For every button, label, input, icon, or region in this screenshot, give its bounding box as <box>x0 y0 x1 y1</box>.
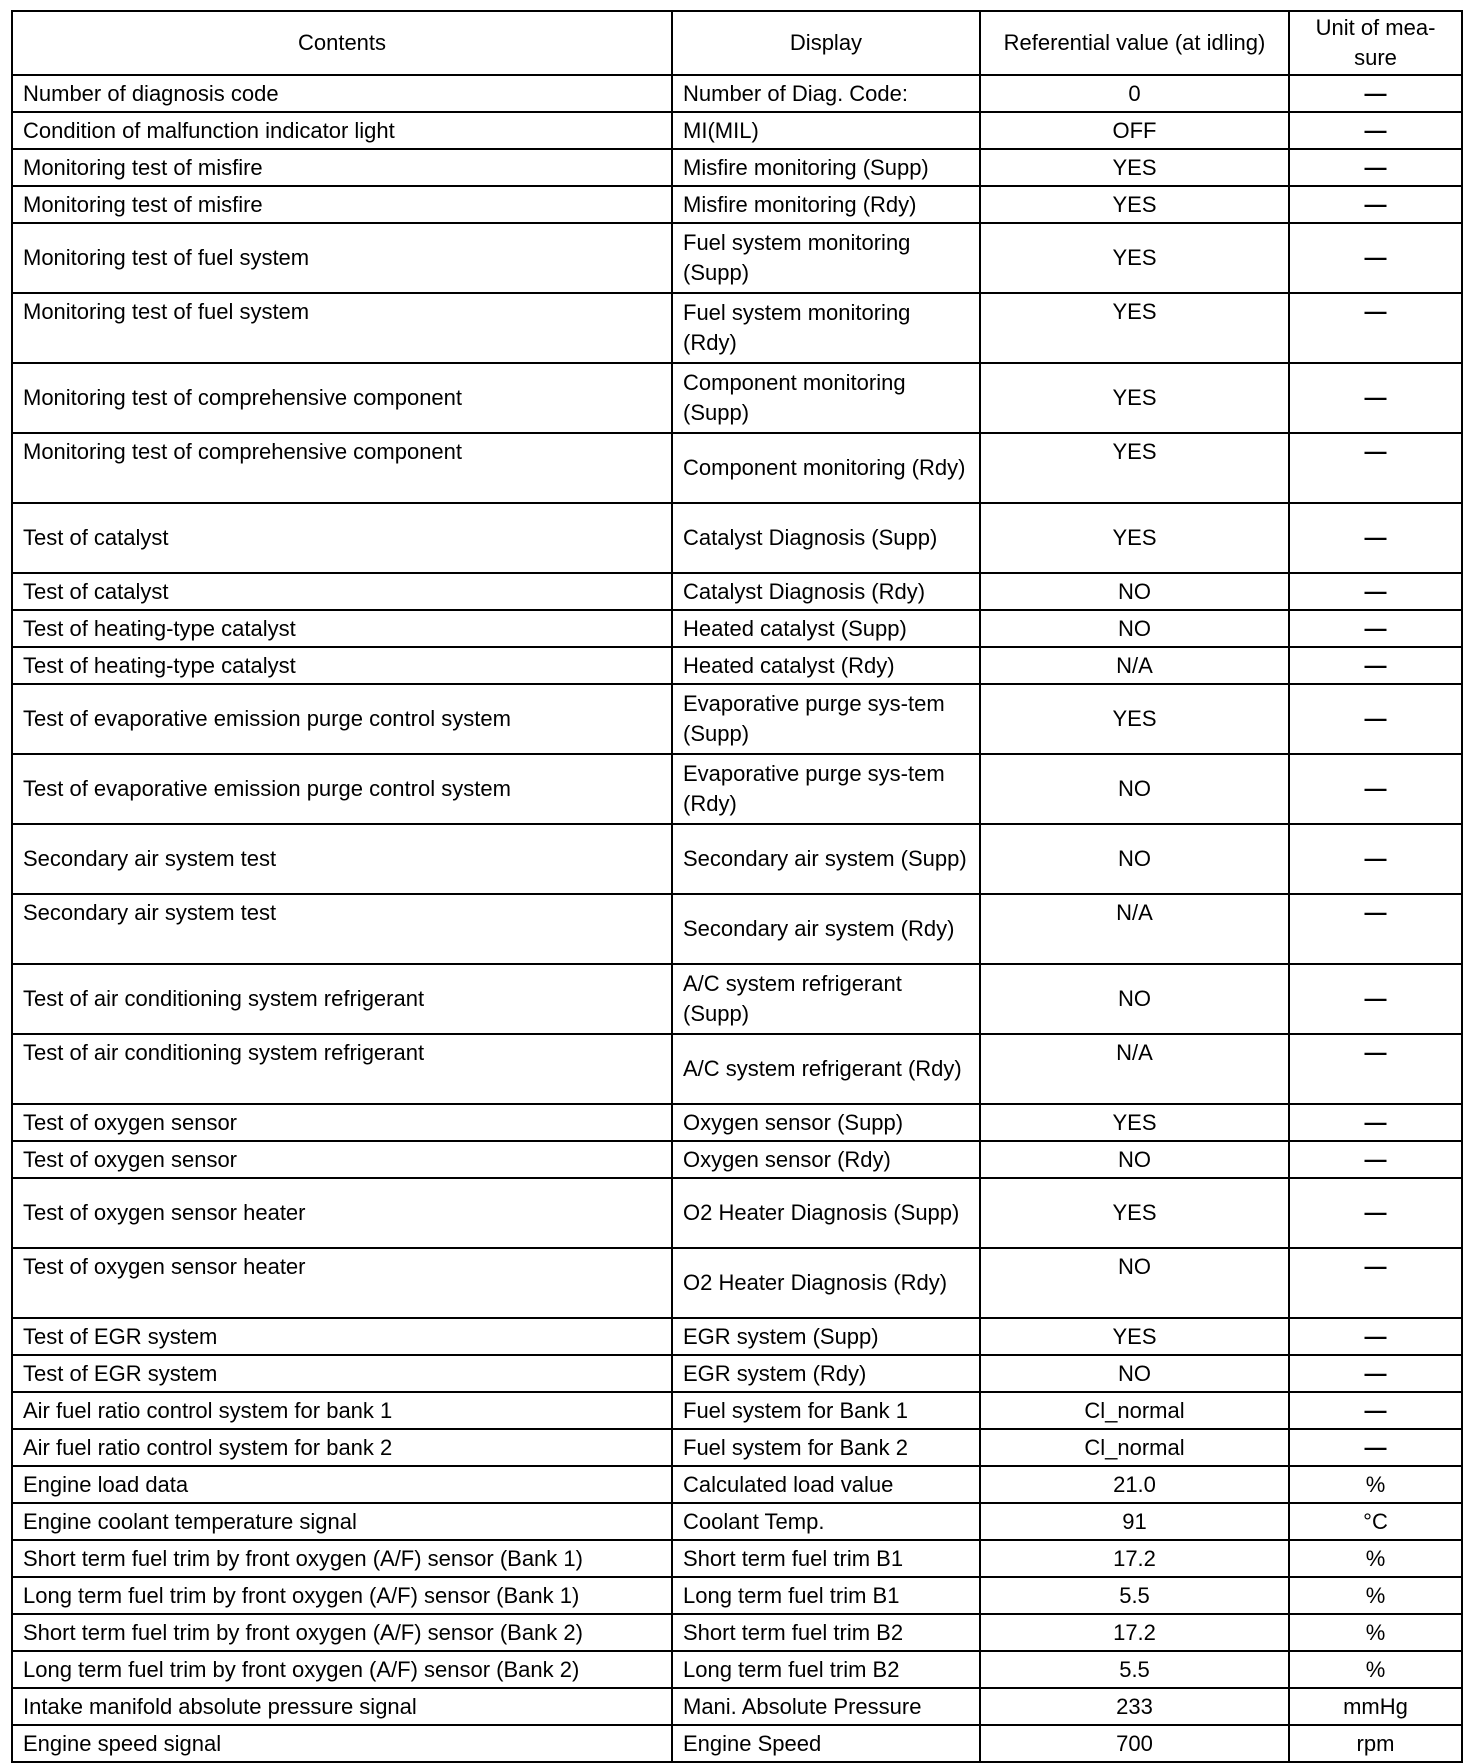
table-row <box>12 573 1462 610</box>
table-row <box>12 824 1462 894</box>
contents-cell: Secondary air system test <box>12 824 672 894</box>
contents-cell: Long term fuel trim by front oxygen (A/F) sensor (Bank 1) <box>12 1577 672 1614</box>
contents-cell: Test of heating-type catalyst <box>12 610 672 647</box>
display-cell: Fuel system for Bank 2 <box>672 1429 980 1466</box>
display-cell: Catalyst Diagnosis (Supp) <box>672 503 980 573</box>
display-cell: O2 Heater Diagnosis (Rdy) <box>672 1248 980 1318</box>
table-row <box>12 754 1462 824</box>
referential-value-cell: YES <box>980 684 1289 754</box>
unit-cell: — <box>1289 894 1462 964</box>
table-row <box>12 1688 1462 1725</box>
display-cell: A/C system refrigerant (Supp) <box>672 964 980 1034</box>
referential-value-cell: 0 <box>980 75 1289 112</box>
referential-value-cell: NO <box>980 824 1289 894</box>
referential-value-cell: YES <box>980 1178 1289 1248</box>
unit-cell: — <box>1289 433 1462 503</box>
table-row <box>12 1651 1462 1688</box>
unit-cell: — <box>1289 75 1462 112</box>
display-cell: Heated catalyst (Rdy) <box>672 647 980 684</box>
table-row <box>12 149 1462 186</box>
display-cell: Evaporative purge sys-tem (Rdy) <box>672 754 980 824</box>
contents-cell: Condition of malfunction indicator light <box>12 112 672 149</box>
display-cell: Heated catalyst (Supp) <box>672 610 980 647</box>
contents-cell: Short term fuel trim by front oxygen (A/F) sensor (Bank 2) <box>12 1614 672 1651</box>
unit-cell: — <box>1289 1429 1462 1466</box>
unit-cell: — <box>1289 824 1462 894</box>
contents-cell: Monitoring test of comprehensive component <box>12 433 672 503</box>
display-cell: Component monitoring (Supp) <box>672 363 980 433</box>
header-referential-value: Referential value (at idling) <box>980 11 1289 75</box>
table-row <box>12 610 1462 647</box>
contents-cell: Secondary air system test <box>12 894 672 964</box>
display-cell: Oxygen sensor (Rdy) <box>672 1141 980 1178</box>
contents-cell: Monitoring test of fuel system <box>12 223 672 293</box>
referential-value-cell: YES <box>980 503 1289 573</box>
referential-value-cell: NO <box>980 1355 1289 1392</box>
display-cell: Misfire monitoring (Supp) <box>672 149 980 186</box>
display-cell: Long term fuel trim B1 <box>672 1577 980 1614</box>
contents-cell: Long term fuel trim by front oxygen (A/F) sensor (Bank 2) <box>12 1651 672 1688</box>
contents-cell: Test of EGR system <box>12 1318 672 1355</box>
table-row <box>12 684 1462 754</box>
contents-cell: Test of catalyst <box>12 573 672 610</box>
display-cell: Secondary air system (Supp) <box>672 824 980 894</box>
referential-value-cell: Cl_normal <box>980 1429 1289 1466</box>
table-row <box>12 964 1462 1034</box>
unit-cell: — <box>1289 647 1462 684</box>
unit-cell: — <box>1289 149 1462 186</box>
display-cell: EGR system (Rdy) <box>672 1355 980 1392</box>
table-row <box>12 223 1462 293</box>
referential-value-cell: YES <box>980 363 1289 433</box>
unit-cell: — <box>1289 754 1462 824</box>
unit-cell: mmHg <box>1289 1688 1462 1725</box>
referential-value-cell: 21.0 <box>980 1466 1289 1503</box>
unit-cell: rpm <box>1289 1725 1462 1762</box>
referential-value-cell: 700 <box>980 1725 1289 1762</box>
table-row <box>12 1577 1462 1614</box>
unit-cell: % <box>1289 1614 1462 1651</box>
referential-value-cell: NO <box>980 1141 1289 1178</box>
table-row <box>12 363 1462 433</box>
display-cell: Short term fuel trim B1 <box>672 1540 980 1577</box>
referential-value-cell: 91 <box>980 1503 1289 1540</box>
table-body <box>12 75 1462 1762</box>
table-row <box>12 1725 1462 1762</box>
contents-cell: Test of EGR system <box>12 1355 672 1392</box>
unit-cell: — <box>1289 1318 1462 1355</box>
display-cell: Short term fuel trim B2 <box>672 1614 980 1651</box>
table-row <box>12 293 1462 363</box>
unit-cell: — <box>1289 1104 1462 1141</box>
referential-value-cell: 5.5 <box>980 1651 1289 1688</box>
referential-value-cell: NO <box>980 1248 1289 1318</box>
unit-cell: — <box>1289 1141 1462 1178</box>
display-cell: Fuel system monitoring (Supp) <box>672 223 980 293</box>
unit-cell: % <box>1289 1577 1462 1614</box>
contents-cell: Test of oxygen sensor heater <box>12 1248 672 1318</box>
referential-value-cell: N/A <box>980 894 1289 964</box>
unit-cell: — <box>1289 1248 1462 1318</box>
contents-cell: Intake manifold absolute pressure signal <box>12 1688 672 1725</box>
display-cell: Fuel system monitoring (Rdy) <box>672 293 980 363</box>
display-cell: Evaporative purge sys-tem (Supp) <box>672 684 980 754</box>
contents-cell: Air fuel ratio control system for bank 1 <box>12 1392 672 1429</box>
header-unit: Unit of mea-sure <box>1289 11 1462 75</box>
contents-cell: Test of oxygen sensor <box>12 1104 672 1141</box>
table-row <box>12 1355 1462 1392</box>
unit-cell: % <box>1289 1651 1462 1688</box>
contents-cell: Short term fuel trim by front oxygen (A/F) sensor (Bank 1) <box>12 1540 672 1577</box>
contents-cell: Monitoring test of misfire <box>12 149 672 186</box>
unit-cell: — <box>1289 1392 1462 1429</box>
display-cell: Number of Diag. Code: <box>672 75 980 112</box>
display-cell: O2 Heater Diagnosis (Supp) <box>672 1178 980 1248</box>
table-row <box>12 1318 1462 1355</box>
referential-value-cell: YES <box>980 1104 1289 1141</box>
contents-cell: Number of diagnosis code <box>12 75 672 112</box>
contents-cell: Engine load data <box>12 1466 672 1503</box>
unit-cell: — <box>1289 610 1462 647</box>
unit-cell: — <box>1289 1034 1462 1104</box>
unit-cell: — <box>1289 186 1462 223</box>
contents-cell: Test of oxygen sensor <box>12 1141 672 1178</box>
contents-cell: Test of heating-type catalyst <box>12 647 672 684</box>
display-cell: Engine Speed <box>672 1725 980 1762</box>
contents-cell: Test of evaporative emission purge control system <box>12 754 672 824</box>
unit-cell: — <box>1289 684 1462 754</box>
unit-cell: % <box>1289 1540 1462 1577</box>
referential-value-cell: YES <box>980 293 1289 363</box>
contents-cell: Air fuel ratio control system for bank 2 <box>12 1429 672 1466</box>
referential-value-cell: N/A <box>980 1034 1289 1104</box>
referential-value-cell: 5.5 <box>980 1577 1289 1614</box>
referential-value-cell: NO <box>980 754 1289 824</box>
referential-value-cell: N/A <box>980 647 1289 684</box>
header-contents: Contents <box>12 11 672 75</box>
contents-cell: Test of catalyst <box>12 503 672 573</box>
unit-cell: — <box>1289 112 1462 149</box>
display-cell: Secondary air system (Rdy) <box>672 894 980 964</box>
display-cell: Fuel system for Bank 1 <box>672 1392 980 1429</box>
unit-cell: — <box>1289 1178 1462 1248</box>
referential-value-cell: YES <box>980 223 1289 293</box>
contents-cell: Monitoring test of misfire <box>12 186 672 223</box>
referential-value-cell: YES <box>980 149 1289 186</box>
table-row <box>12 1503 1462 1540</box>
table-row <box>12 1429 1462 1466</box>
referential-value-cell: Cl_normal <box>980 1392 1289 1429</box>
table-row <box>12 1104 1462 1141</box>
display-cell: Mani. Absolute Pressure <box>672 1688 980 1725</box>
table-row <box>12 647 1462 684</box>
table-row <box>12 1392 1462 1429</box>
table-row <box>12 1034 1462 1104</box>
table-header-row <box>12 11 1462 75</box>
unit-cell: % <box>1289 1466 1462 1503</box>
unit-cell: — <box>1289 293 1462 363</box>
header-display: Display <box>672 11 980 75</box>
referential-value-cell: YES <box>980 186 1289 223</box>
contents-cell: Monitoring test of fuel system <box>12 293 672 363</box>
display-cell: EGR system (Supp) <box>672 1318 980 1355</box>
referential-value-cell: 17.2 <box>980 1614 1289 1651</box>
referential-value-cell: NO <box>980 610 1289 647</box>
contents-cell: Engine coolant temperature signal <box>12 1503 672 1540</box>
table-row <box>12 186 1462 223</box>
contents-cell: Test of air conditioning system refrigerant <box>12 1034 672 1104</box>
display-cell: Long term fuel trim B2 <box>672 1651 980 1688</box>
data-monitor-table <box>11 10 1463 1763</box>
referential-value-cell: 17.2 <box>980 1540 1289 1577</box>
unit-cell: — <box>1289 573 1462 610</box>
unit-cell: — <box>1289 223 1462 293</box>
referential-value-cell: NO <box>980 964 1289 1034</box>
display-cell: Coolant Temp. <box>672 1503 980 1540</box>
table-row <box>12 1178 1462 1248</box>
referential-value-cell: NO <box>980 573 1289 610</box>
contents-cell: Test of evaporative emission purge control system <box>12 684 672 754</box>
referential-value-cell: YES <box>980 433 1289 503</box>
table-row <box>12 1540 1462 1577</box>
contents-cell: Engine speed signal <box>12 1725 672 1762</box>
unit-cell: °C <box>1289 1503 1462 1540</box>
display-cell: Calculated load value <box>672 1466 980 1503</box>
unit-cell: — <box>1289 1355 1462 1392</box>
table-row <box>12 112 1462 149</box>
contents-cell: Monitoring test of comprehensive component <box>12 363 672 433</box>
table-row <box>12 1614 1462 1651</box>
referential-value-cell: 233 <box>980 1688 1289 1725</box>
display-cell: Misfire monitoring (Rdy) <box>672 186 980 223</box>
contents-cell: Test of oxygen sensor heater <box>12 1178 672 1248</box>
table-row <box>12 75 1462 112</box>
unit-cell: — <box>1289 964 1462 1034</box>
referential-value-cell: YES <box>980 1318 1289 1355</box>
table-row <box>12 894 1462 964</box>
referential-value-cell: OFF <box>980 112 1289 149</box>
table-row <box>12 503 1462 573</box>
table-row <box>12 1141 1462 1178</box>
display-cell: A/C system refrigerant (Rdy) <box>672 1034 980 1104</box>
display-cell: Component monitoring (Rdy) <box>672 433 980 503</box>
display-cell: Catalyst Diagnosis (Rdy) <box>672 573 980 610</box>
display-cell: MI(MIL) <box>672 112 980 149</box>
unit-cell: — <box>1289 363 1462 433</box>
unit-cell: — <box>1289 503 1462 573</box>
contents-cell: Test of air conditioning system refrigerant <box>12 964 672 1034</box>
display-cell: Oxygen sensor (Supp) <box>672 1104 980 1141</box>
table-row <box>12 1248 1462 1318</box>
table-row <box>12 1466 1462 1503</box>
table-row <box>12 433 1462 503</box>
